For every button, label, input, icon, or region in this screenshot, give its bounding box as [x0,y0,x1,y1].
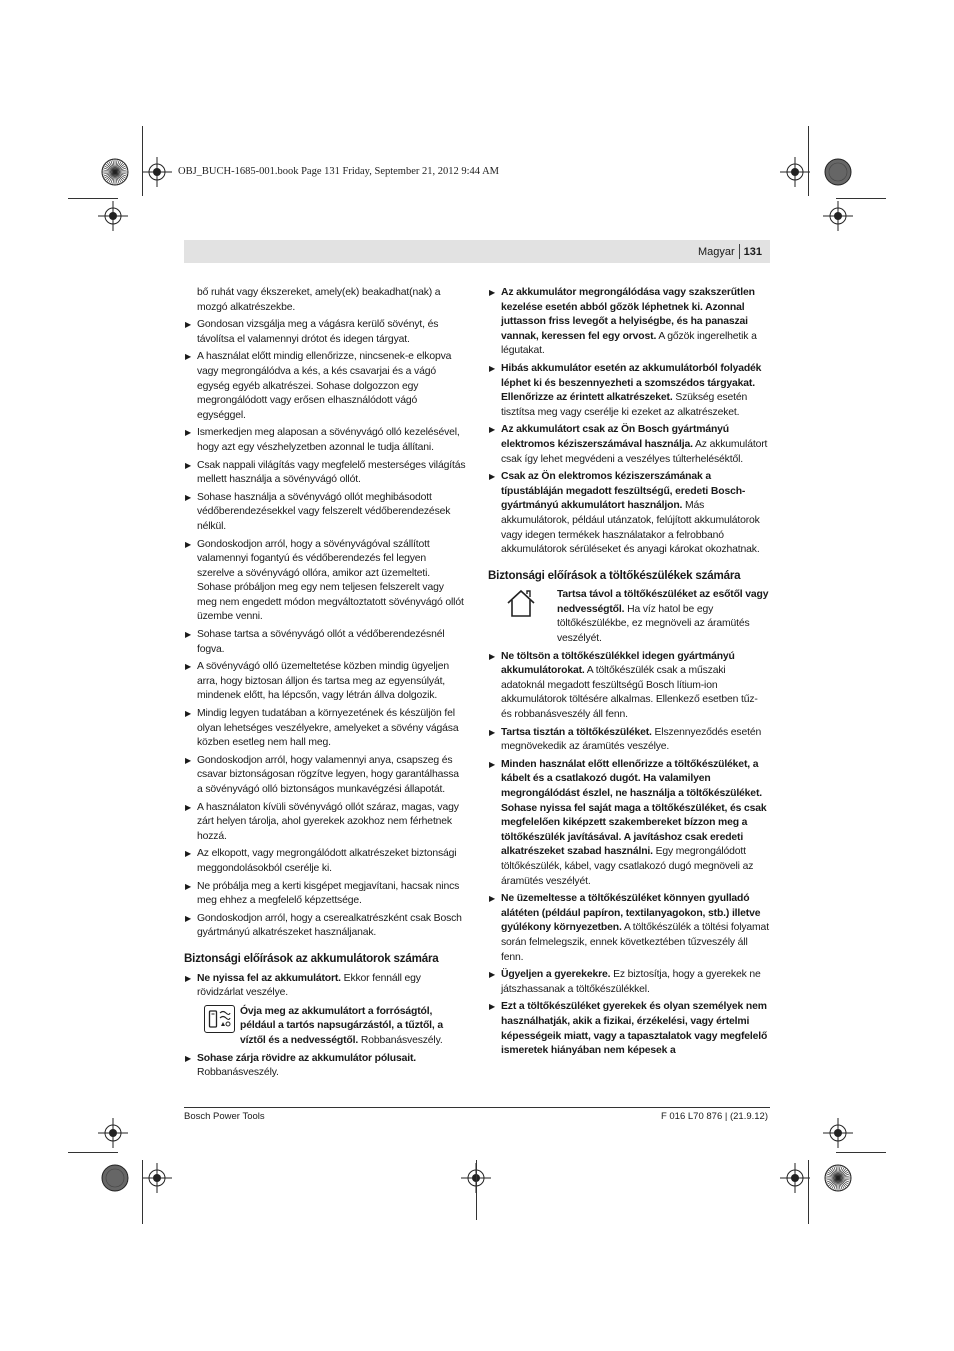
bullet-bold-text: Az akkumulátor megrongálódása vagy szakszerűtlen kezelése esetén abból gőzök léphetnek ki. Azonnal juttasson friss levegőt a helyiségbe, és ha panaszai vannak, keressen fel egy orvost. [501,287,755,342]
registration-mark-icon [142,1163,172,1193]
house-indoor-use-icon [505,588,537,618]
bullet-text: A töltőkészülék csak a műszaki adatoknál megadott feszültségű Bosch lítium-ion akkumulátorok töltésére alkalmas. Ellenkező esetben tűz- és robbanásveszély áll fenn. [501,665,758,721]
bullet-text: A töltőkészülék a töltési folyamat során felmelegszik, ennek következtében tűzveszély áll fenn. [501,922,769,963]
right-column [488,286,770,1062]
footer-rule [184,1107,770,1108]
bullet-item [488,1000,770,1058]
crop-mark [808,1160,809,1224]
bullet-text: Az akkumulátort csak így lehet megvédeni a veszélyes túlterheléséktől. [501,438,768,465]
bullet-item [184,350,466,423]
registration-mark-icon [142,157,172,187]
bullet-bold-text: Ezt a töltőkészüléket gyerekek és olyan személyek nem használhatják, akik a fizikai, érzékelési, vagy értelmi képességeik miatt, vagy a tapasztalatok vagy megfelelő ismeretek hiányában nem képesek a [501,1001,768,1057]
bullet-bold-text: Minden használat előtt ellenőrizze a töltőkészüléket, a kábelt és a csatlakozó dugót. Ha valamilyen megrongálódást észlel, ne használja a töltőkészüléket. Sohase nyissa fel saját maga a töltőkészüléket, és csak megfelelően kiképzett szakembereket bízzon meg a töltőkészülék javításával. A javításhoz csak eredeti alkatrészeket szabad használni. [501,758,767,858]
bullet-text: Elszennyeződés esetén megnövekedik az áramütés veszélye. [501,726,762,753]
bullet-item [184,801,466,845]
language-label: Magyar [697,245,735,258]
bullet-item [184,426,466,455]
page-header [698,240,762,263]
bullet-triangle-icon: ▶ [489,472,496,482]
bullet-text: A használaton kívüli sövényvágó ollót száraz, magas, vagy zárt helyen tárolja, ahol gyerekek azokhoz nem férhetnek hozzá. [197,801,459,842]
bullet-item [488,470,770,558]
bullet-item [184,660,466,704]
bullet-item [488,892,770,965]
bullet-text: Sohase használja a sövényvágó ollót meghibásodott védőberendezésekkel vagy felszerelt védőberendezések nélkül. [197,491,451,532]
battery-bullet-list-2 [184,1052,466,1081]
bullet-triangle-icon: ▶ [185,352,192,362]
bullet-triangle-icon: ▶ [185,460,192,470]
bullet-item [488,758,770,889]
page-number: 131 [743,245,762,258]
bullet-triangle-icon: ▶ [489,288,496,297]
bullet-text: Gondoskodjon arról, hogy a cserealkatrészként csak Bosch gyártmányú alkatrészeket használjanak. [197,912,462,939]
registration-mark-icon [823,1118,853,1148]
bullet-triangle-icon: ▶ [185,802,192,812]
header-separator [739,244,740,259]
bullet-text: Gondoskodjon arról, hogy a sövényvágóval szállított valamennyi fogantyú és védőberendezés fel legyen szerelve a sövényvágó ollóra, amikor azt üzemelteti. Sohase próbáljon meg egy nem teljesen felszerelt vagy meg nem engedett módon megváltoztatott sövényvágó ollót üzembe venni. [197,538,464,623]
bullet-item [488,423,770,467]
crop-mark [68,1152,118,1153]
charger-rain-note [506,588,770,646]
bullet-text: Ez biztosítja, hogy a gyerekek ne játszhassanak a töltőkészülékkel. [501,969,761,995]
registration-mark-icon [780,1163,810,1193]
page-header-band [184,240,770,263]
bullet-triangle-icon: ▶ [185,630,192,640]
bullet-bold-text: Sohase zárja rövidre az akkumulátor pólusait. [197,1052,417,1064]
bullet-triangle-icon: ▶ [185,755,192,765]
heat-water-warning-icon [204,1005,235,1033]
bullet-triangle-icon: ▶ [185,709,192,719]
battery-heat-note [204,1005,466,1049]
bullet-triangle-icon: ▶ [185,662,192,672]
crop-mark [476,1160,477,1220]
right-bullet-list [488,286,770,558]
bullet-bold-text: Ügyeljen a gyerekekre. [501,969,611,981]
bullet-bold-text: Csak az Ön elektromos kéziszerszámának a típustábláján megadott feszültségű, eredeti Bosch-gyártmányú akkumulátort használjon. [501,471,746,512]
bullet-text: Szükség esetén tisztítsa meg vagy cserélje ki ezeket az alkatrészeket. [501,392,748,418]
battery-bullet-list [184,972,466,1001]
bullet-triangle-icon: ▶ [185,849,192,859]
registration-mark-icon [98,201,128,231]
charger-bullet-list [488,650,770,1059]
bullet-text: A gőzök ingerelhetik a légutakat. [501,330,757,357]
bullet-item [184,628,466,657]
bullet-triangle-icon: ▶ [489,425,496,435]
bullet-triangle-icon: ▶ [185,428,192,438]
bullet-triangle-icon: ▶ [489,363,496,373]
gray-target-icon [101,1164,129,1192]
bullet-bold-text: Ne töltsön a töltőkészülékkel idegen gyártmányú akkumulátorokat. [501,650,735,677]
registration-mark-icon [780,157,810,187]
star-target-icon [101,158,129,186]
bullet-bold-text: Hibás akkumulátor esetén az akkumulátorból folyadék léphet ki és beszennyezheti a szomszédos tárgyakat. Ellenőrizze az érintett alkatrészeket. [501,362,762,404]
bullet-item [184,972,466,1001]
bullet-text: Gondosan vizsgálja meg a vágásra kerülő sövényt, és távolítsa el valamennyi drótot és idegen tárgyat. [197,319,439,345]
bullet-text: Ismerkedjen meg alaposan a sövényvágó olló kezelésével, hogy azt egy vészhelyzetben azonnal le tudja állítani. [197,427,460,453]
bullet-triangle-icon: ▶ [489,970,496,980]
crop-mark [836,1152,886,1153]
left-bullet-list [184,318,466,941]
registration-mark-icon [98,1118,128,1148]
bullet-triangle-icon: ▶ [489,1002,496,1012]
left-column [184,286,466,1084]
battery-section-title: Biztonsági előírások az akkumulátorok számára [184,951,439,965]
bullet-item [184,707,466,751]
bullet-bold-text: Ne nyissa fel az akkumulátort. [197,972,341,984]
bullet-item [184,912,466,941]
bullet-text: Egy megrongálódott töltőkészülék, kábel, vagy csatlakozó dugó megnöveli az áramütés veszélyét. [501,846,754,887]
bullet-bold-text: Tartsa tisztán a töltőkészüléket. [501,726,652,738]
star-target-icon [824,1164,852,1192]
crop-mark [142,126,143,196]
bullet-item [488,286,770,359]
bullet-triangle-icon: ▶ [185,913,192,923]
bullet-text: Csak nappali világítás vagy megfelelő mesterséges világítás mellett használja a sövényvágó ollót. [197,459,466,486]
crop-mark [68,198,118,199]
bullet-item [488,968,770,997]
bullet-text: Robbanásveszély. [197,1067,279,1079]
bullet-text: Mindig legyen tudatában a környezetének és készüljön fel olyan lehetséges veszélyekre, amelyeket a sövény vágása közben esetleg nem hall meg. [197,708,459,749]
footer-publisher: Bosch Power Tools [184,1111,265,1122]
bullet-triangle-icon: ▶ [489,759,496,769]
bullet-triangle-icon: ▶ [489,727,496,737]
bullet-item [488,726,770,755]
bullet-item [184,754,466,798]
intro-continuation: bő ruhát vagy ékszereket, amely(ek) beakadhat(nak) a mozgó alkatrészekbe. [197,287,441,313]
footer-doc-number: F 016 L70 876 | (21.9.12) [660,1111,768,1122]
print-header: OBJ_BUCH-1685-001.book Page 131 Friday, September 21, 2012 9:44 AM [178,166,500,177]
bullet-text: A sövényvágó olló üzemeltetése közben mindig ügyeljen arra, hogy biztosan álljon és tartsa meg az egyensúlyát, mindenek előtt, ha lépcsőn, vagy létrán állva dolgozik. [197,661,449,702]
bullet-item [184,847,466,876]
bullet-bold-text: Az akkumulátort csak az Ön Bosch gyártmányú elektromos kéziszerszámával használja. [501,424,729,450]
bullet-triangle-icon: ▶ [185,492,192,502]
bullet-item [184,880,466,909]
crop-mark [142,1160,143,1224]
bullet-item [488,650,770,723]
bullet-text: A használat előtt mindig ellenőrizze, nincsenek-e elkopva vagy megrongálódva a kés, a kés csavarjai és a vágó egység egyéb alkatrészei. Sohase dolgozzon egy megrongálódott vagy erősen elhasználódott vágó egységgel. [197,351,452,421]
bullet-text: Sohase tartsa a sövényvágó ollót a védőberendezésnél fogva. [197,629,445,655]
bullet-text: Az elkopott, vagy megrongálódott alkatrészeket biztonsági meggondolásokból cserélje ki. [197,848,457,874]
bullet-item [184,538,466,626]
bullet-item [184,1052,466,1081]
charger-section-title: Biztonsági előírások a töltőkészülékek számára [488,568,741,582]
bullet-item [184,459,466,488]
bullet-item [184,318,466,347]
bullet-text: Ne próbálja meg a kerti kisgépet megjavítani, hacsak nincs meg ehhez a megfelelő képzettsége. [197,880,460,907]
bullet-triangle-icon: ▶ [185,320,192,330]
bullet-triangle-icon: ▶ [185,881,192,891]
crop-mark [836,198,886,199]
registration-mark-icon [823,201,853,231]
crop-mark [808,126,809,196]
bullet-text: Ekkor fennáll egy rövidzárlat veszélye. [197,972,421,999]
bullet-triangle-icon: ▶ [489,651,496,661]
bullet-triangle-icon: ▶ [489,894,496,904]
battery-heat-note-text: Óvja meg az akkumulátort a forróságtól, például a tartós napsugárzástól, a tűztől, a víztől és a nedvességtől. Robbanásveszély. [240,1005,443,1046]
bullet-triangle-icon: ▶ [185,539,192,549]
bullet-item [488,362,770,420]
bullet-bold-text: Ne üzemeltesse a töltőkészüléket könnyen gyulladó alátéten (például papíron, textilanyagokon, stb.) illetve gyúlékony környezetben. [501,893,761,934]
gray-target-icon [824,158,852,186]
bullet-triangle-icon: ▶ [185,973,192,983]
bullet-text: Gondoskodjon arról, hogy valamennyi anya, csapszeg és csavar biztonságosan rögzítve legyen, hogy garantálhassa a sövényvágó olló biztonságos munkavégzési állapotát. [197,754,459,795]
bullet-triangle-icon: ▶ [185,1053,192,1063]
charger-rain-note-text: Tartsa távol a töltőkészüléket az esőtől vagy nedvességtől. Ha víz hatol be egy töltőkészülékbe, ez megnöveli az áramütés veszélyét. [557,589,769,645]
bullet-item [184,491,466,535]
bullet-text: Más akkumulátorok, például utánzatok, felújított akkumulátorok vagy idegen termékek használatakor a felrobbanó akkumulátorok sérüléseket és anyagi károkat okozhatnak. [501,500,760,556]
